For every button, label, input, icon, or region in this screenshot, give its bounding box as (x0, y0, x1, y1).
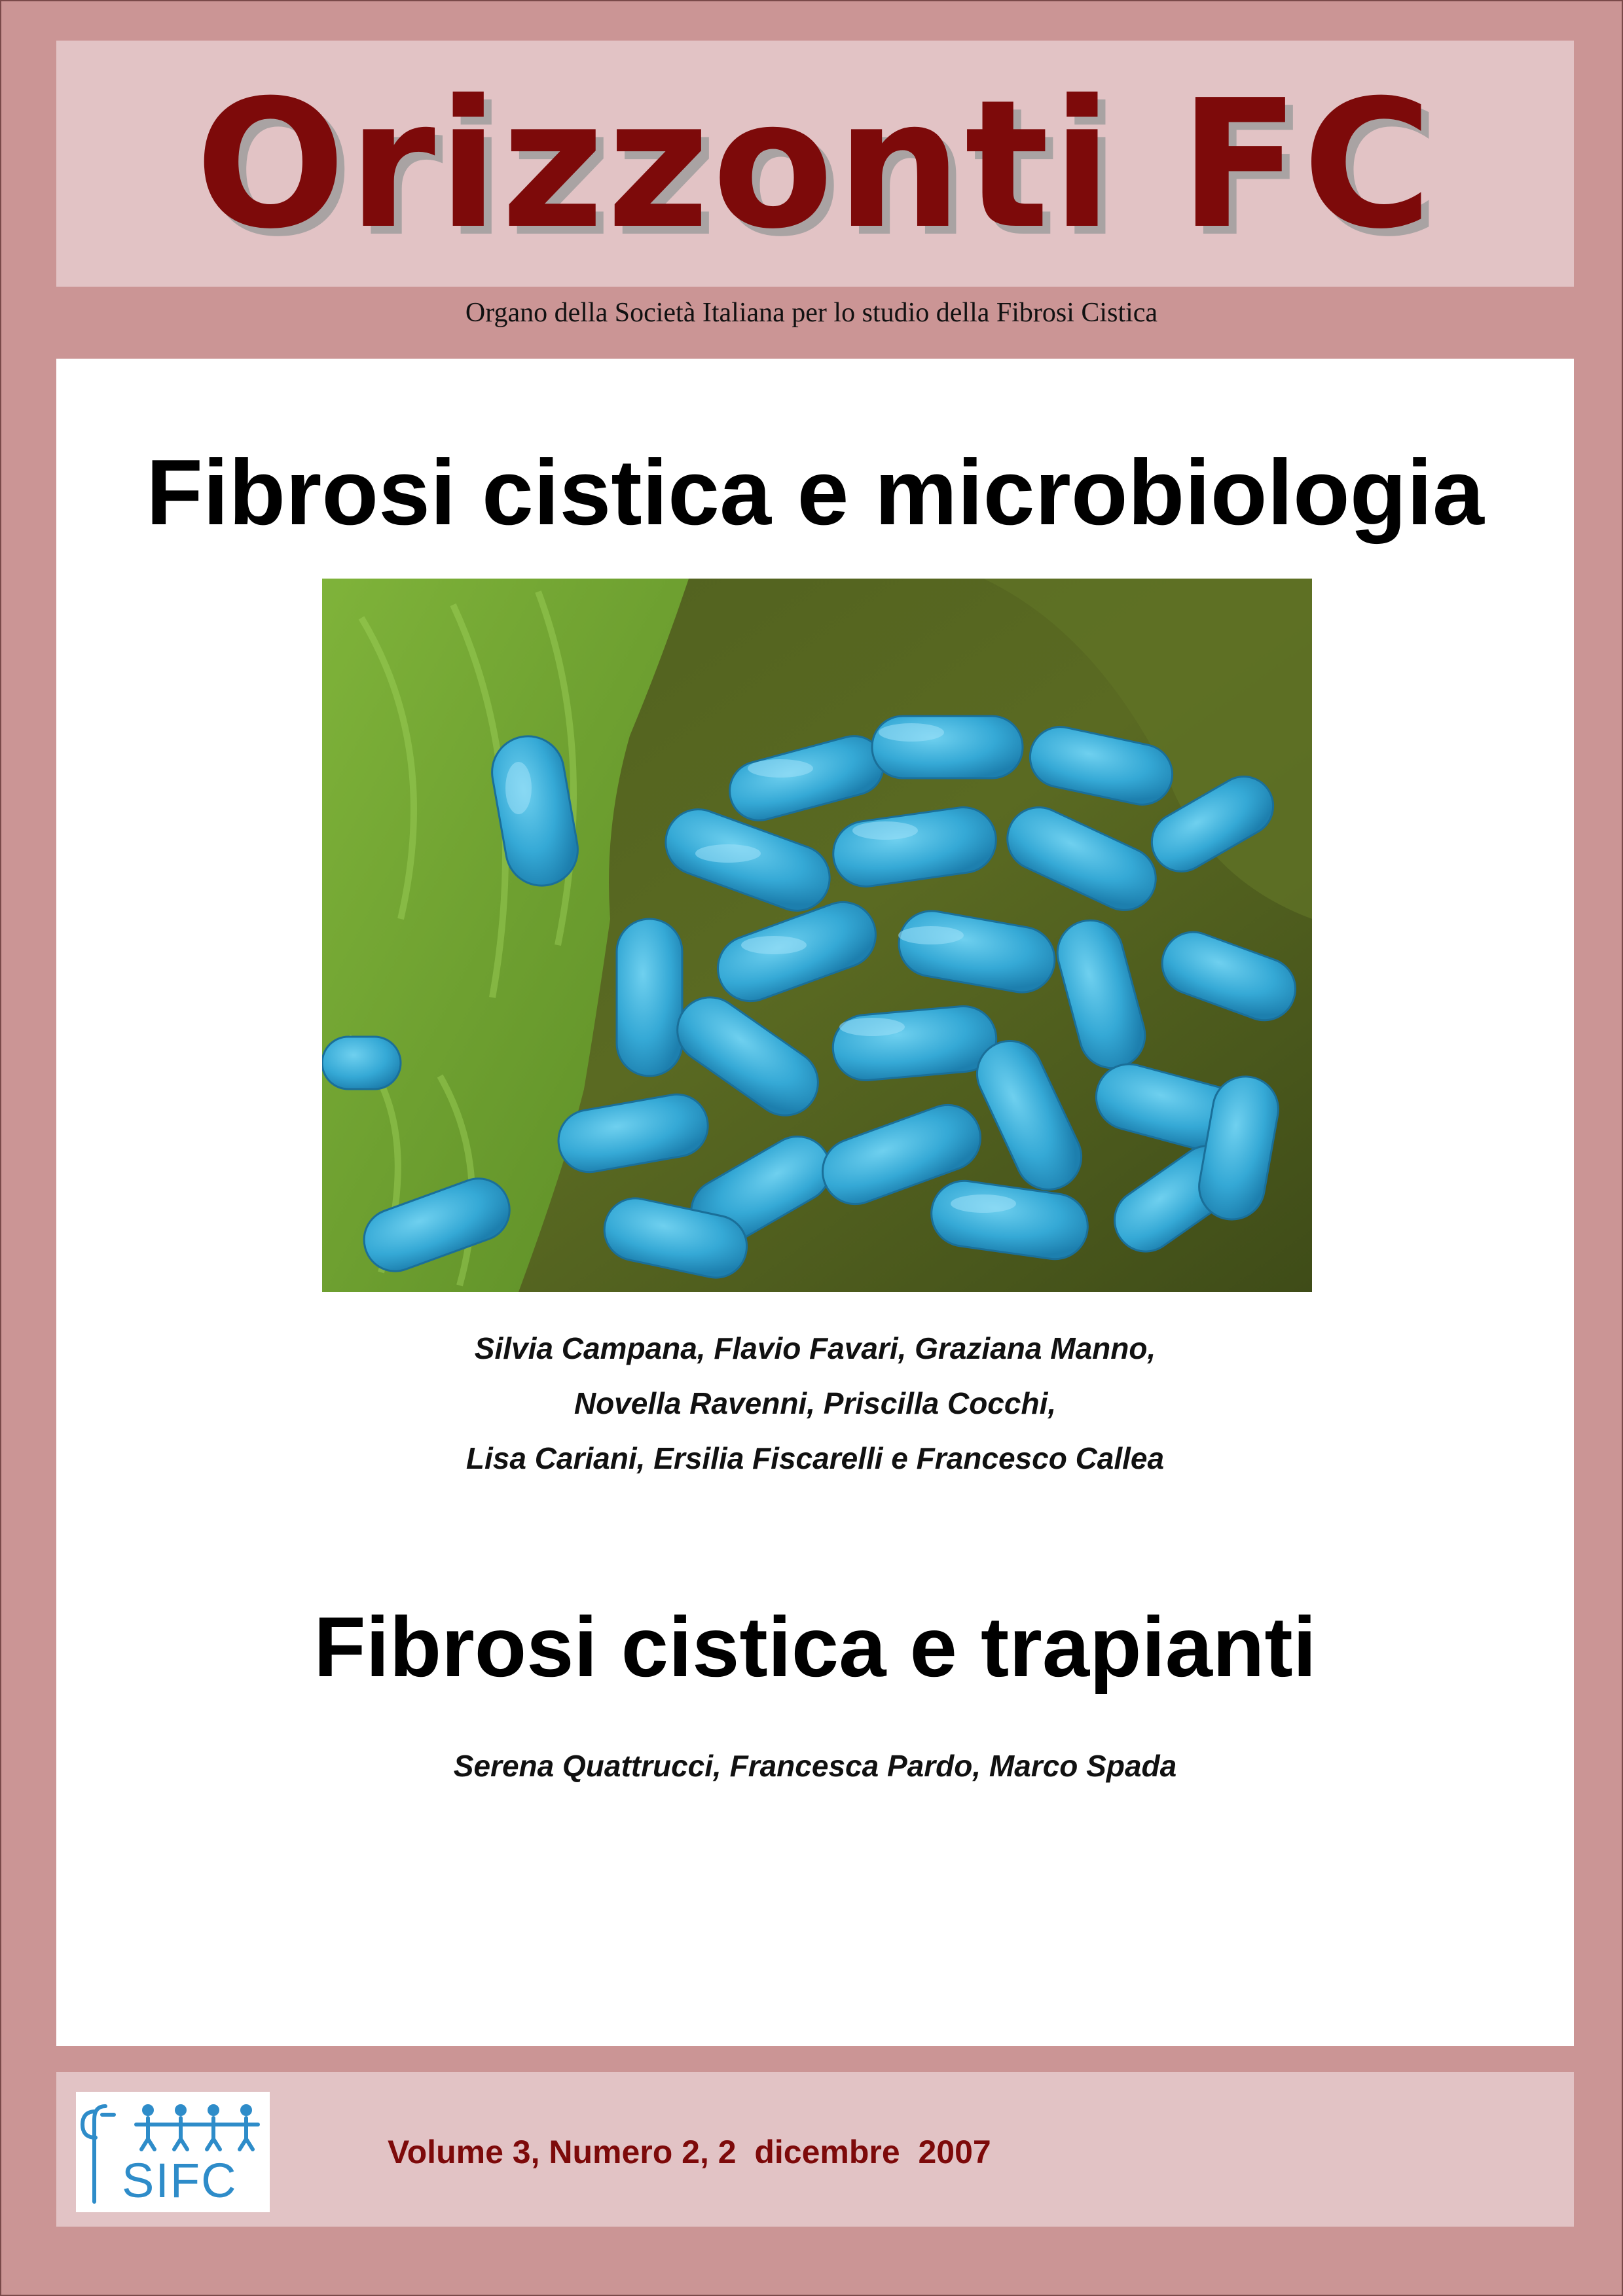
journal-title: Orizzonti FC (195, 62, 1435, 268)
author-line: Silvia Campana, Flavio Favari, Graziana Manno, (474, 1331, 1156, 1365)
article-title-trapianti: Fibrosi cistica e trapianti (314, 1599, 1317, 1695)
author-line: Lisa Cariani, Ersilia Fiscarelli e Francesco Callea (465, 1441, 1165, 1475)
article-authors-microbiologia (56, 1321, 1574, 1486)
content-panel (56, 359, 1574, 2046)
sifc-logo (76, 2092, 270, 2212)
journal-subtitle: Organo della Società Italiana per lo studio della Fibrosi Cistica (465, 298, 1158, 328)
logo-text: SIFC (122, 2153, 238, 2208)
author-line: Serena Quattrucci, Francesca Pardo, Marco Spada (453, 1749, 1177, 1783)
issue-info: Volume 3, Numero 2, 2 dicembre 2007 (388, 2134, 991, 2170)
masthead-banner (56, 41, 1574, 287)
article-title-microbiologia: Fibrosi cistica e microbiologia (146, 440, 1484, 545)
footer-bar (56, 2072, 1574, 2227)
bacteria-micrograph-image (322, 579, 1312, 1292)
author-line: Novella Ravenni, Priscilla Cocchi, (574, 1386, 1057, 1420)
article-authors-trapianti (56, 1738, 1574, 1793)
